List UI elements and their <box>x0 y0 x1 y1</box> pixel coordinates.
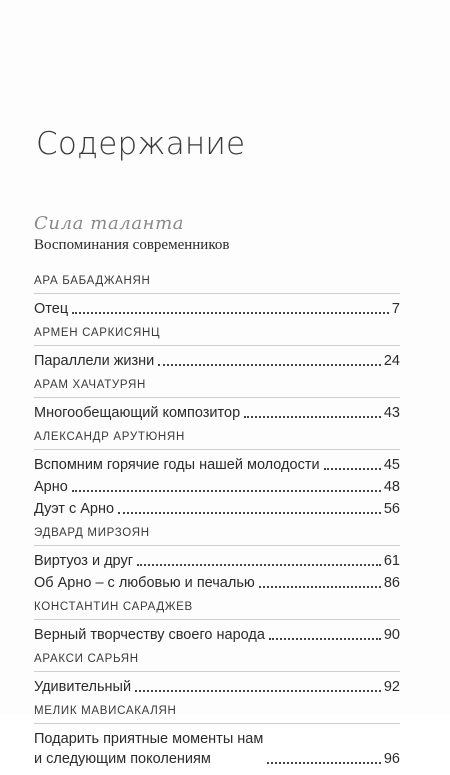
dot-leader <box>72 490 381 492</box>
entry-title: Параллели жизни <box>34 353 155 369</box>
toc-entry[interactable] <box>34 573 400 593</box>
author-name: ЭДВАРД МИРЗОЯН <box>34 527 150 539</box>
entry-title: Виртуоз и друг <box>34 553 134 569</box>
author-divider <box>34 397 400 398</box>
author-divider <box>34 671 400 672</box>
author-block <box>34 599 400 645</box>
entry-title: Дуэт с Арно <box>34 501 115 517</box>
entry-title: Верный творчеству своего народа <box>34 627 265 643</box>
toc-entry[interactable] <box>34 729 400 769</box>
entry-title: Отец <box>34 301 69 317</box>
author-block <box>34 651 400 697</box>
entry-title: Арно <box>34 479 68 495</box>
dot-leader <box>259 586 381 588</box>
author-block <box>34 325 400 371</box>
page-number: 24 <box>383 353 400 369</box>
toc-entry[interactable] <box>34 499 400 519</box>
entry-title: Удивительный <box>34 679 132 695</box>
dot-leader <box>135 690 381 692</box>
dot-leader <box>72 312 389 314</box>
section-subtitle: Воспоминания современников <box>34 237 230 253</box>
toc-entry[interactable] <box>34 299 400 319</box>
page-number: 7 <box>391 301 400 317</box>
page-number: 96 <box>383 751 400 767</box>
dot-leader <box>118 512 381 514</box>
toc-entry[interactable] <box>34 351 400 371</box>
author-name: АРМЕН САРКИСЯНЦ <box>34 327 161 339</box>
page-number: 48 <box>383 479 400 495</box>
page-number: 45 <box>383 457 400 473</box>
dot-leader <box>158 364 381 366</box>
author-name: АРАКСИ САРЬЯН <box>34 653 139 665</box>
dot-leader <box>269 638 381 640</box>
author-name: АРАМ ХАЧАТУРЯН <box>34 379 147 391</box>
author-divider <box>34 345 400 346</box>
page-number: 56 <box>383 501 400 517</box>
dot-leader <box>244 416 381 418</box>
author-name: АЛЕКСАНДР АРУТЮНЯН <box>34 431 185 443</box>
author-name: МЕЛИК МАВИСАКАЛЯН <box>34 705 177 717</box>
author-name: КОНСТАНТИН САРАДЖЕВ <box>34 601 193 613</box>
author-block <box>34 429 400 519</box>
toc-entry[interactable] <box>34 677 400 697</box>
page-number: 61 <box>383 553 400 569</box>
author-block <box>34 703 400 769</box>
author-divider <box>34 449 400 450</box>
page-number: 86 <box>383 575 400 591</box>
author-block <box>34 377 400 423</box>
entry-title: Вспомним горячие годы нашей молодости <box>34 457 320 473</box>
dot-leader <box>137 564 381 566</box>
toc-entry[interactable] <box>34 455 400 475</box>
toc-entry[interactable] <box>34 403 400 423</box>
dot-leader <box>267 762 381 764</box>
author-divider <box>34 293 400 294</box>
entry-title: Многообещающий композитор <box>34 405 241 421</box>
page-number: 43 <box>383 405 400 421</box>
dot-leader <box>324 468 381 470</box>
contents-heading: Содержание <box>36 126 246 162</box>
author-divider <box>34 619 400 620</box>
toc-entry[interactable] <box>34 477 400 497</box>
page-number: 92 <box>383 679 400 695</box>
toc-entry[interactable] <box>34 551 400 571</box>
table-of-contents <box>34 273 400 775</box>
author-name: АРА БАБАДЖАНЯН <box>34 275 151 287</box>
toc-entry[interactable] <box>34 625 400 645</box>
author-block <box>34 273 400 319</box>
author-block <box>34 525 400 593</box>
entry-title: Об Арно – с любовью и печалью <box>34 575 255 591</box>
entry-title: Подарить приятные моменты нам и следующим поколениям <box>34 731 264 767</box>
page-number: 90 <box>383 627 400 643</box>
author-divider <box>34 545 400 546</box>
author-divider <box>34 723 400 724</box>
section-title: Сила таланта <box>34 213 185 234</box>
